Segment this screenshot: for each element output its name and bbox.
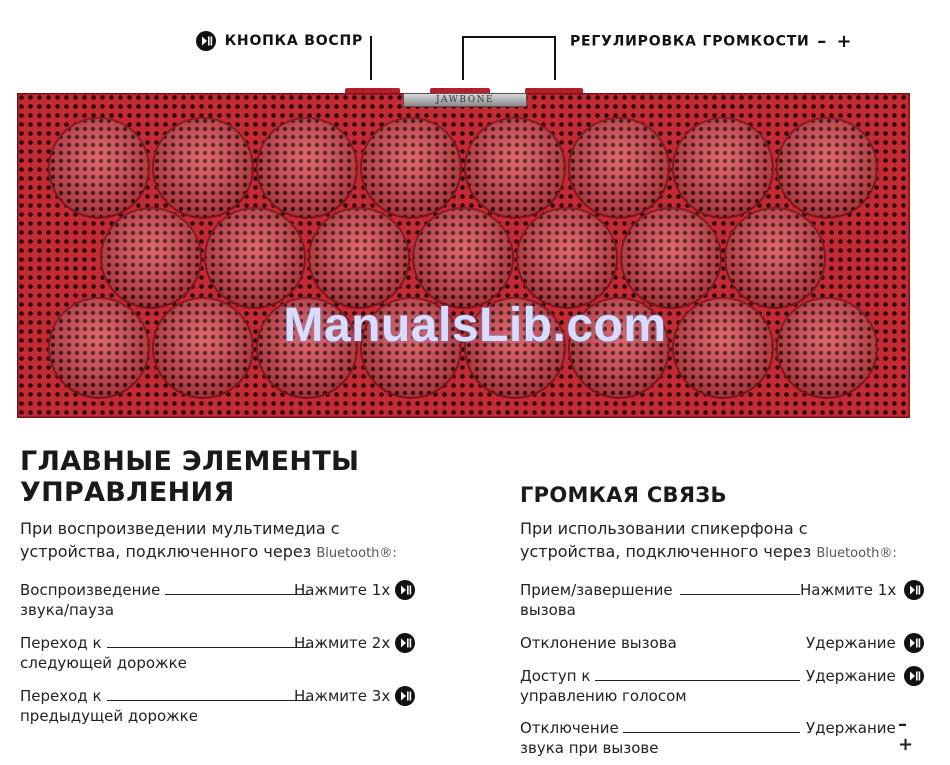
play-button-callout [196, 31, 363, 51]
watermark: ManualsLib.com [283, 299, 667, 352]
play-pause-icon [904, 580, 924, 600]
speaker-grille-shade [309, 208, 409, 308]
volume-minus-plus-icon: – + [898, 714, 916, 755]
volume-callout-label: РЕГУЛИРОВКА ГРОМКОСТИ [570, 33, 810, 50]
play-pause-icon [395, 686, 415, 706]
speaker-grille-shade [621, 208, 721, 308]
main-controls-intro: При воспроизведении мультимедиа с устройства, подключенного через Bluetooth®: [20, 519, 397, 561]
brand-logo-strip [403, 93, 527, 107]
play-pause-icon [196, 31, 216, 51]
speaker-grille-shade [517, 208, 617, 308]
brand-logo: JAWBONE [435, 95, 495, 105]
speakerphone-intro: При использовании спикерфона с устройства, подключенного через Bluetooth®: [520, 519, 897, 561]
speakerphone-title: ГРОМКАЯ СВЯЗЬ [520, 483, 727, 507]
speaker-grille-shade [777, 118, 877, 218]
volume-bracket-left [462, 36, 464, 80]
play-pause-icon [904, 666, 924, 686]
speaker-grille-shade [413, 208, 513, 308]
list-item: Воспроизведение звука/пауза Нажмите 1х [20, 580, 420, 622]
play-callout-line [370, 36, 372, 80]
list-item: Отключение звука при вызове Удержание – + [520, 718, 930, 760]
speaker-grille-shade [49, 118, 149, 218]
volume-bracket-right [554, 36, 556, 80]
play-pause-icon [904, 633, 924, 653]
speaker-grille-shade [205, 208, 305, 308]
speaker-grille-shade [101, 208, 201, 308]
volume-bracket-top [462, 36, 556, 38]
speaker-image [17, 93, 910, 418]
speaker-grille-shade [465, 118, 565, 218]
speaker-grille-shade [725, 208, 825, 308]
speaker-grille-shade [257, 118, 357, 218]
play-pause-icon [395, 580, 415, 600]
speaker-grille-shade [153, 118, 253, 218]
main-controls-title: ГЛАВНЫЕ ЭЛЕМЕНТЫ УПРАВЛЕНИЯ [20, 446, 360, 508]
list-item: Переход к следующей дорожке Нажмите 2х [20, 633, 420, 675]
list-item: Переход к предыдущей дорожке Нажмите 3х [20, 686, 420, 728]
list-item: Доступ к управлению голосом Удержание [520, 666, 930, 708]
list-item: Прием/завершение вызова Нажмите 1х [520, 580, 930, 622]
volume-minus-plus-icon: – + [817, 31, 854, 52]
speaker-grille-shade [569, 118, 669, 218]
volume-callout [570, 31, 854, 52]
speaker-grille-shade [361, 118, 461, 218]
speaker-grille-shade [673, 118, 773, 218]
play-button-callout-label: КНОПКА ВОСПР [224, 33, 364, 49]
list-item: Отклонение вызова Удержание [520, 633, 930, 655]
play-pause-icon [395, 633, 415, 653]
